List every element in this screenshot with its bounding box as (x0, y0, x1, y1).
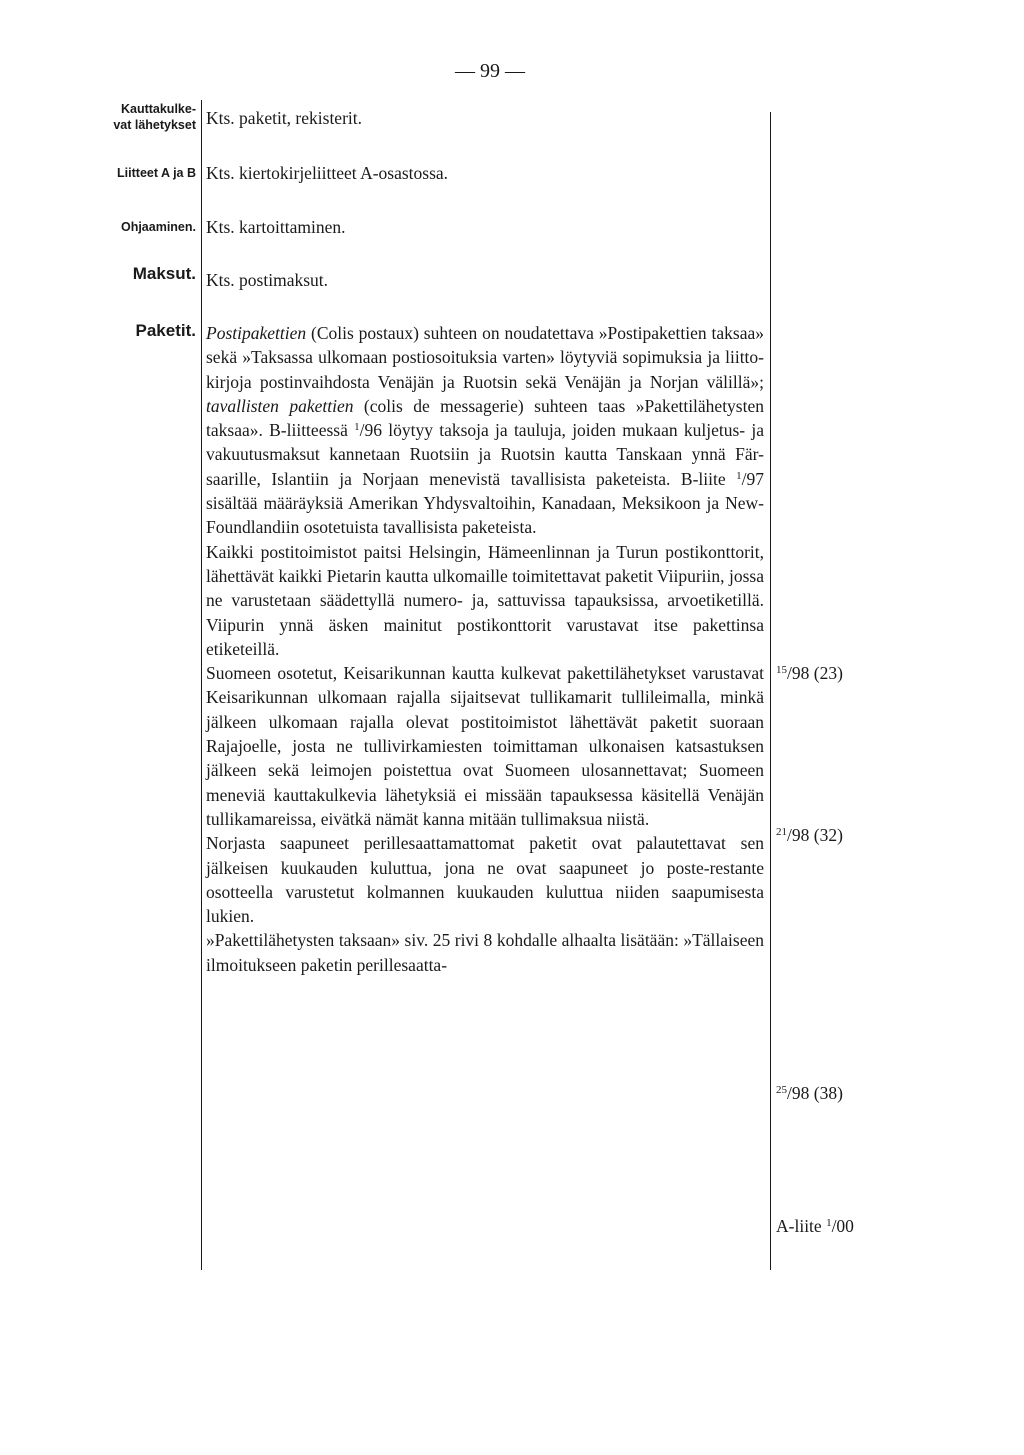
xref-postimaksut: Kts. postimaksut. (206, 270, 329, 290)
side-heading-line: vat lähetykset (113, 118, 196, 132)
xref-kartoittaminen: Kts. kartoittaminen. (206, 217, 346, 237)
paragraph-text: (Colis postaux) suhteen on noudatettava »Postipakettien taksaa» sekä »Taksassa ulkomaan postiosoituksia varten» löytyviä sopimuksia ja liittokirjoja postinvaihdosta Venäjän ja Ruotsin sekä Venäjän ja Norjan välillä»; (206, 323, 764, 392)
side-heading-maksut: Maksut. (132, 264, 196, 283)
side-heading-ohjaaminen: Ohjaaminen. (120, 220, 196, 234)
ref-text: /98 (32) (787, 825, 843, 845)
paragraph-text: (colis de messagerie) suhteen taas »Pakettilähetysten taksaa». B-liitteessä (206, 395, 765, 441)
margin-ref (776, 824, 926, 846)
paragraph-text: /96 löytyy taksoja ja tauluja, joiden mukaan kuljetus- ja vakuutusmaksut kannetaan Ruotsiin ja Ruotsin kautta Tanskaan ynnä Fär-saarille, Islantiin ja Norjaan menevistä tavallisista paketeista. B-liite (206, 420, 764, 489)
side-heading-line: Kauttakulke- (120, 102, 196, 116)
ref-numerator: 25 (776, 1084, 787, 1096)
side-heading-paketit: Paketit. (135, 321, 196, 340)
paragraph-postipaketit (206, 321, 764, 540)
paragraph-text: /97 sisältää määräyksiä Amerikan Yhdysvaltoihin, Kanadaan, Meksikoon ja New-Foundlandiin osotetuista tavallisista paketeista. (206, 468, 764, 538)
main-text (206, 321, 764, 977)
xref-kiertokirjeliitteet: Kts. kiertokirjeliitteet A-osastossa. (206, 163, 449, 183)
page-number: — 99 — (455, 60, 525, 82)
ref-numerator: 1 (826, 1217, 832, 1229)
margin-ref (776, 1215, 926, 1237)
ref-text: /98 (23) (787, 663, 843, 683)
side-heading-liitteet: Liitteet A ja B (117, 166, 196, 180)
paragraph-suomeen-osotetut: Suomeen osotetut, Keisarikunnan kautta kulkevat pakettilähetykset varustavat Keisarikunnan ulkomaan rajalla sijaitsevat tullikamarit tullileimalla, minkä jälkeen ulkomaan rajalla olevat postitoimistot lähettävät paketit suoraan Rajajoelle, josta ne tullivirkamiesten toimittaman ulkonaisen katsastuksen jälkeen sekä leimojen poistettua ovat Suomeen ulosannettavat; Suomeen meneviä kauttakulkevia lähetyksiä ei missään tapauksessa käsitellä Venäjän tullikamareissa, eivätkä nämät kanna mitään tullimaksua niistä. (206, 663, 764, 829)
side-heading-kauttakulkevat (56, 101, 196, 133)
ref-text: /00 (831, 1216, 854, 1236)
ref-numerator: 21 (776, 826, 787, 838)
right-column-rule (770, 112, 771, 1270)
left-column-rule (201, 100, 202, 1270)
margin-ref (776, 1082, 926, 1104)
fraction-numerator: 1 (736, 469, 742, 482)
paragraph-norjasta: Norjasta saapuneet perillesaattamattomat paketit ovat palautettavat sen jälkeisen kuukauden kuluttua, jona ne ovat saapuneet jo poste-restante osotteella varustetut kolmannen kuukauden kuluttua niiden saapumisesta lukien. (206, 833, 764, 927)
ref-prefix: A-liite (776, 1216, 827, 1236)
ref-text: /98 (38) (787, 1083, 843, 1103)
margin-ref (776, 662, 926, 684)
fraction-numerator: 1 (354, 421, 360, 434)
paragraph-pakettilahetysten: »Pakettilähetysten taksaan» siv. 25 rivi 8 kohdalle alhaalta lisätään: »Tällaiseen ilmoitukseen paketin perillesaatta- (206, 930, 764, 975)
paragraph-postitoimistot: Kaikki postitoimistot paitsi Helsingin, Hämeenlinnan ja Turun postikonttorit, lähettävät kaikki Pietarin kautta ulkomaille toimitettavat paketit Viipuriin, jossa ne varustetaan säädettyllä numero- ja, sattuvissa tapauksissa, arvoetiketillä. Viipurin ynnä äsken mainitut postikonttorit varustavat itse pakettinsa etiketeillä. (206, 541, 764, 659)
xref-paketit: Kts. paketit, rekisterit. (206, 108, 363, 128)
italic-term: tavallisten pakettien (206, 395, 354, 416)
ref-numerator: 15 (776, 664, 787, 676)
italic-term: Postipakettien (206, 323, 307, 343)
